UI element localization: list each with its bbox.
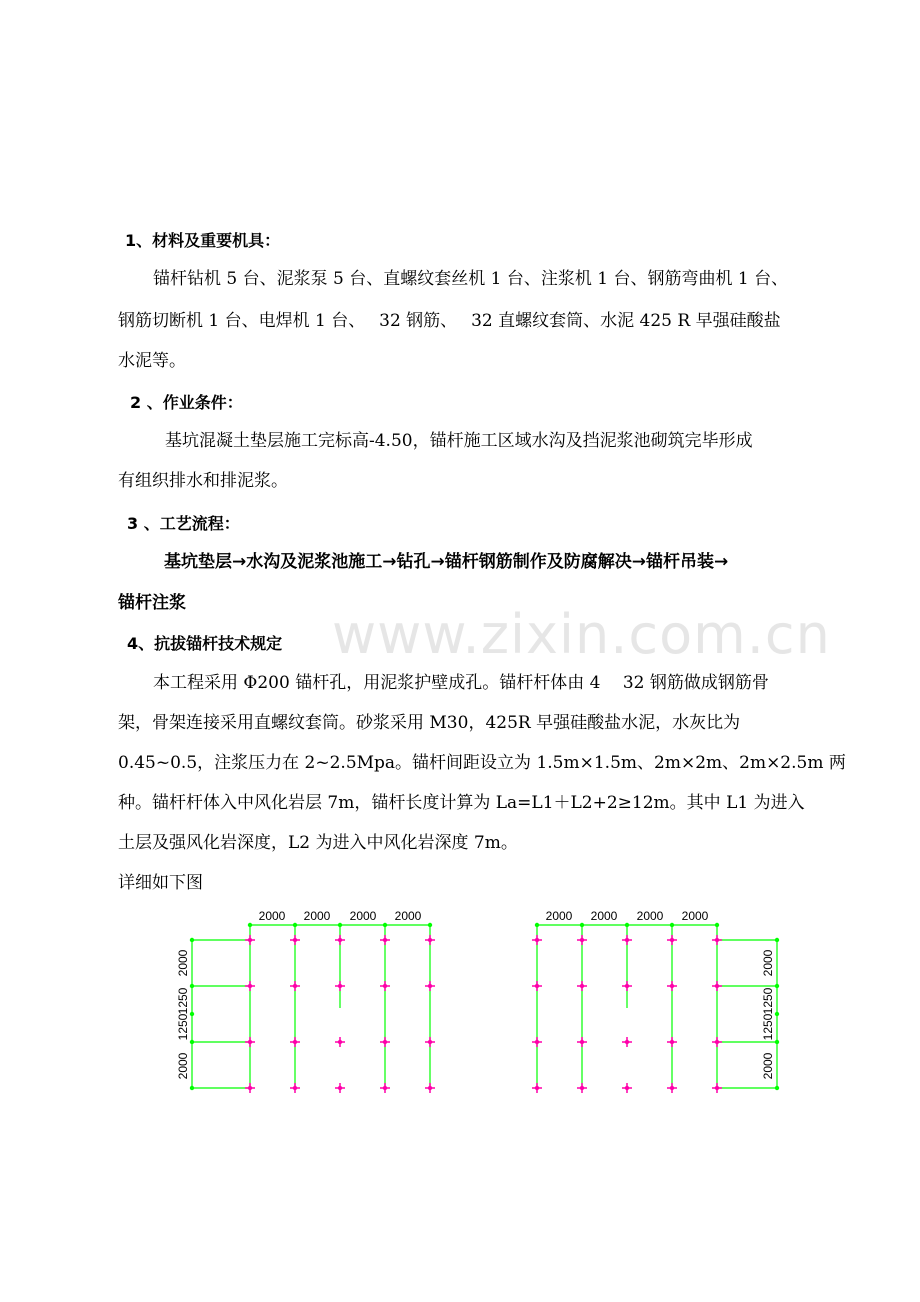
side-dimension-label: 1250 (761, 1013, 775, 1041)
process-flow-line: 基坑垫层→水沟及泥浆池施工→钻孔→锚杆钢筋制作及防腐解决→锚杆吊装→ (164, 552, 729, 572)
anchor-marker (383, 1086, 387, 1090)
section-2-heading: 2 、作业条件： (130, 393, 243, 412)
anchor-marker (428, 984, 432, 988)
anchor-layout-diagram-right (520, 900, 810, 1100)
anchor-marker (338, 1040, 342, 1044)
top-dimension-label: 2000 (545, 909, 573, 923)
anchor-marker (715, 1040, 719, 1044)
top-dimension-label: 2000 (636, 909, 664, 923)
anchor-marker (338, 984, 342, 988)
anchor-marker (428, 1040, 432, 1044)
anchor-marker (535, 1040, 539, 1044)
anchor-marker (383, 1040, 387, 1044)
anchor-marker (625, 1040, 629, 1044)
anchor-marker (535, 984, 539, 988)
section-4-paragraph-line: 本工程采用 Φ200 锚杆孔，用泥浆护壁成孔。锚杆杆体由 4 32 钢筋做成钢筋骨 (153, 673, 769, 693)
anchor-marker (338, 938, 342, 942)
section-4-paragraph-line: 0.45~0.5，注浆压力在 2~2.5Mpa。锚杆间距设立为 1.5m×1.5m、2m×2m、2m×2.5m 两 (118, 753, 846, 773)
top-dimension-label: 2000 (590, 909, 618, 923)
section-4-paragraph-line: 架，骨架连接采用直螺纹套筒。砂浆采用 M30，425R 早强硅酸盐水泥，水灰比为 (118, 713, 741, 733)
anchor-marker (670, 938, 674, 942)
section-2-paragraph-line: 基坑混凝土垫层施工完标高-4.50，锚杆施工区域水沟及挡泥浆池砌筑完毕形成 (165, 431, 753, 451)
section-1-paragraph-line: 锚杆钻机 5 台、泥浆泵 5 台、直螺纹套丝机 1 台、注浆机 1 台、钢筋弯曲机 1 台、 (153, 269, 789, 289)
process-flow-line: 锚杆注浆 (118, 593, 186, 613)
anchor-marker (293, 938, 297, 942)
side-dimension-label: 2000 (176, 1052, 190, 1080)
side-dimension-label: 1250 (176, 1013, 190, 1041)
side-dimension-label: 2000 (761, 1052, 775, 1080)
anchor-marker (293, 1040, 297, 1044)
anchor-marker (248, 938, 252, 942)
anchor-marker (670, 984, 674, 988)
dimension-tick (775, 1012, 779, 1016)
anchor-marker (625, 938, 629, 942)
section-1-paragraph-line: 钢筋切断机 1 台、电焊机 1 台、 32 钢筋、 32 直螺纹套筒、水泥 425 R 早强硅酸盐 (118, 311, 781, 331)
anchor-marker (248, 984, 252, 988)
side-dimension-label: 1250 (176, 987, 190, 1015)
anchor-marker (293, 984, 297, 988)
watermark: www.zixin.com.cn (332, 603, 831, 666)
section-4-paragraph-line: 种。锚杆杆体入中风化岩层 7m，锚杆长度计算为 La=L1＋L2+2≥12m。其中 L1 为进入 (118, 793, 805, 813)
side-dimension-label: 2000 (761, 949, 775, 977)
top-dimension-label: 2000 (394, 909, 422, 923)
anchor-marker (580, 1086, 584, 1090)
top-dimension-label: 2000 (681, 909, 709, 923)
anchor-marker (580, 984, 584, 988)
anchor-marker (383, 938, 387, 942)
anchor-marker (580, 1040, 584, 1044)
anchor-marker (248, 1086, 252, 1090)
anchor-marker (428, 1086, 432, 1090)
side-dimension-label: 1250 (761, 987, 775, 1015)
top-dimension-label: 2000 (349, 909, 377, 923)
section-3-heading: 3 、工艺流程： (127, 514, 240, 533)
anchor-marker (670, 1086, 674, 1090)
section-1-heading: 1、材料及重要机具： (125, 231, 281, 250)
anchor-marker (248, 1040, 252, 1044)
top-dimension-label: 2000 (258, 909, 286, 923)
anchor-marker (715, 1086, 719, 1090)
anchor-marker (625, 984, 629, 988)
anchor-layout-diagram-left (160, 900, 450, 1100)
anchor-marker (535, 938, 539, 942)
dimension-tick (190, 1012, 194, 1016)
section-2-paragraph-line: 有组织排水和排泥浆。 (118, 471, 288, 491)
anchor-marker (670, 1040, 674, 1044)
section-4-heading: 4、抗拔锚杆技术规定 (127, 634, 283, 653)
detail-caption: 详细如下图 (118, 873, 203, 893)
anchor-marker (715, 984, 719, 988)
side-dimension-label: 2000 (176, 949, 190, 977)
section-1-paragraph-line: 水泥等。 (118, 351, 186, 371)
anchor-marker (293, 1086, 297, 1090)
anchor-marker (715, 938, 719, 942)
anchor-marker (428, 938, 432, 942)
anchor-marker (625, 1086, 629, 1090)
anchor-marker (535, 1086, 539, 1090)
top-dimension-label: 2000 (303, 909, 331, 923)
anchor-marker (383, 984, 387, 988)
anchor-marker (338, 1086, 342, 1090)
section-4-paragraph-line: 土层及强风化岩深度，L2 为进入中风化岩深度 7m。 (118, 833, 518, 853)
anchor-marker (580, 938, 584, 942)
